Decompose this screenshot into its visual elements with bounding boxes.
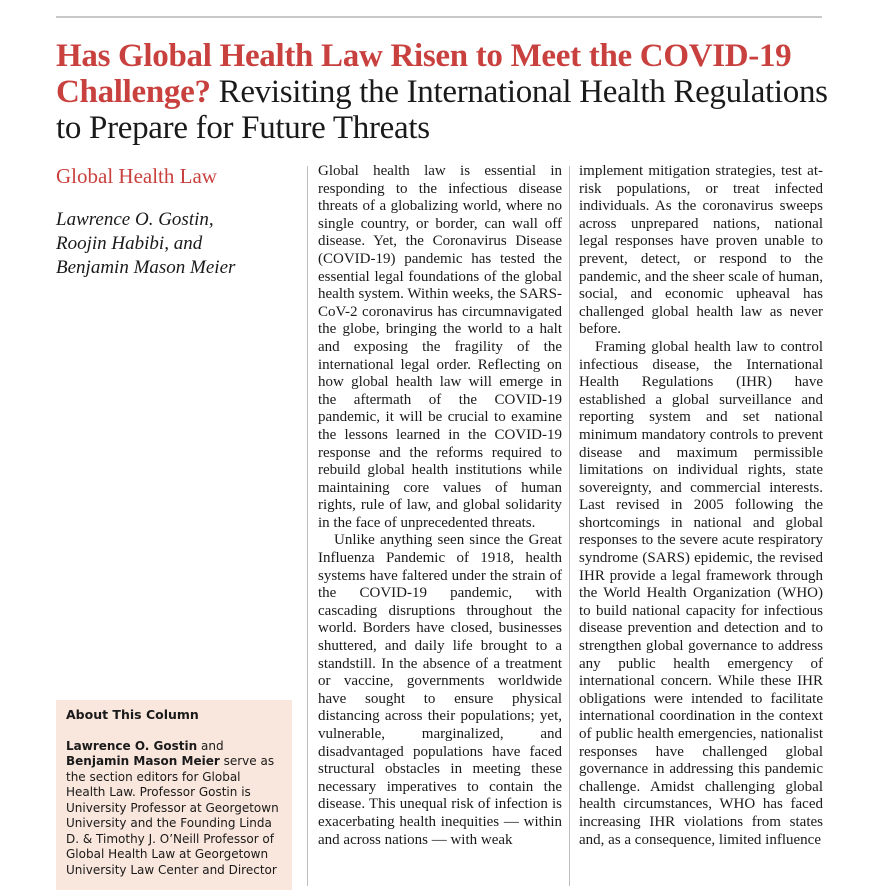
author-list — [56, 208, 296, 280]
author-3: Benjamin Mason Meier — [56, 257, 236, 278]
about-heading: About This Column — [66, 707, 199, 722]
author-1: Lawrence O. Gostin, — [56, 209, 214, 230]
paragraph: Framing global health law to control infectious disease, the International Health Regulations (IHR) have established a global surveillance and reporting system and set national minimum mandatory controls to prevent disease and maximum permissible limitations on individual rights, state sovereignty, and commercial interests. Last revised in 2005 following the shortcomings in national and global responses to the severe acute respiratory syndrome (SARS) epidemic, the revised IHR provide a legal framework through the World Health Organization (WHO) to build national capacity for infectious disease prevention and detection and to strengthen global governance to address any public health emergency of international concern. While these IHR obligations were intended to facilitate international coordination in the context of public health emergencies, nationalist responses have challenged global governance in addressing this pandemic challenge. Amidst challenging global health circumstances, WHO has faced increasing IHR violations from states and, as a consequence, limited influence — [579, 338, 823, 848]
section-label: Global Health Law — [56, 164, 217, 188]
about-editor-name-2: Benjamin Mason Meier — [66, 754, 220, 768]
about-this-column-box — [56, 700, 292, 890]
body-column-2 — [579, 163, 823, 849]
top-rule — [56, 16, 822, 18]
article-title-subtitle: Revisiting the International Health Regulations to Prepare for Future Threats — [56, 74, 828, 146]
author-2: Roojin Habibi, and — [56, 233, 203, 254]
article-title — [56, 38, 836, 146]
article-title-question: Has Global Health Law Risen to Meet the COVID-19 Challenge? — [56, 38, 792, 110]
paragraph: implement mitigation strategies, test at-risk populations, or treat infected individuals. As the coronavirus sweeps across unprepared nations, national legal responses have proven unable to prevent, detect, or respond to the pandemic, and the sheer scale of human, social, and economic upheaval has challenged global health law as never before. — [579, 163, 823, 338]
column-divider-right — [569, 166, 570, 886]
about-text-2: serve as the section editors for Global Health Law. Professor Gostin is University Professor at Georgetown University and the Founding Linda D. & Timothy J. O’Neill Professor of Global Health Law at Georgetown University Law Center and Director — [66, 754, 279, 877]
about-body — [66, 739, 282, 879]
body-column-1 — [318, 163, 562, 849]
column-divider-left — [307, 166, 308, 886]
paragraph: Unlike anything seen since the Great Influenza Pandemic of 1918, health systems have faltered under the strain of the COVID-19 pandemic, with cascading disruptions throughout the world. Borders have closed, businesses shuttered, and daily life brought to a standstill. In the absence of a treatment or vaccine, governments worldwide have sought to ensure physical distancing across their populations; yet, vulnerable, marginalized, and disadvantaged populations have faced structural obstacles in meeting these necessary imperatives to contain the disease. This unequal risk of infection is exacerbating health inequities — within and across nations — with weak — [318, 532, 562, 848]
paragraph: Global health law is essential in responding to the infectious disease threats of a globalizing world, where no single country, or border, can wall off disease. Yet, the Coronavirus Disease (COVID-19) pandemic has tested the essential legal foundations of the global health system. Within weeks, the SARS-CoV-2 coronavirus has circumnavigated the globe, bringing the world to a halt and exposing the fragility of the international legal order. Reflecting on how global health law will emerge in the aftermath of the COVID-19 pandemic, it will be crucial to examine the lessons learned in the COVID-19 response and the reforms required to rebuild global health institutions while maintaining core values of human rights, rule of law, and global solidarity in the face of unprecedented threats. — [318, 163, 562, 531]
about-text-1: and — [197, 738, 224, 753]
about-editor-name-1: Lawrence O. Gostin — [66, 738, 198, 753]
